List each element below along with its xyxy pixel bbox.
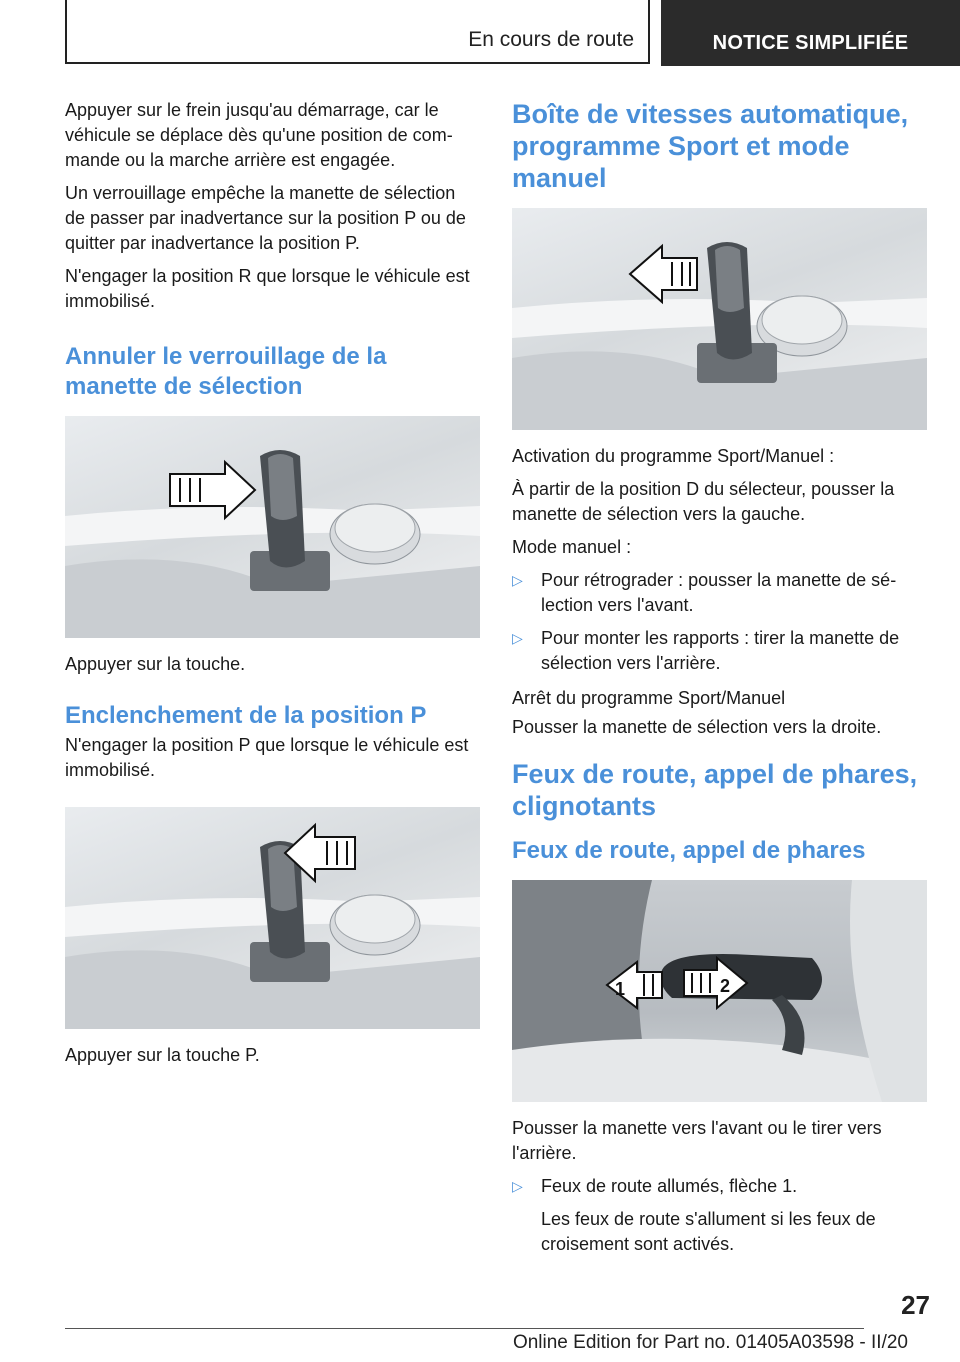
figure-caption: Pousser la manette vers l'avant ou le tirer vers l'arrière.	[512, 1118, 882, 1163]
figure-high-beam-stalk	[512, 880, 927, 1102]
figure-engage-park	[65, 807, 480, 1029]
heading-high-beam: Feux de route, appel de phares	[512, 837, 866, 864]
list-item-text: Feux de route allumés, flèche 1.	[541, 1176, 798, 1196]
heading-unlock-selector: Annuler le verrouillage de la manette de sélection	[65, 343, 387, 400]
paragraph: Un verrouillage empêche la manette de sélection de passer par inadvertance sur la position P ou de quitter par inadvertance la position P.	[65, 183, 466, 253]
right-column	[512, 98, 932, 1265]
gear-selector-illustration	[65, 416, 480, 638]
paragraph: Arrêt du programme Sport/Manuel	[512, 688, 786, 708]
triangle-bullet-icon: ▷	[512, 630, 523, 646]
heading-engage-park: Enclenchement de la position P	[65, 702, 427, 729]
gear-selector-illustration	[512, 208, 927, 430]
triangle-bullet-icon: ▷	[512, 1178, 523, 1194]
paragraph: N'engager la position P que lorsque le véhicule est immobilisé.	[65, 735, 469, 780]
figure-caption: Appuyer sur la touche.	[65, 654, 246, 674]
list-item	[512, 1174, 932, 1199]
list-item-text: Pour rétrograder : pousser la manette de sé-lection vers l'avant.	[541, 570, 897, 615]
section-title: En cours de route	[468, 28, 634, 51]
footer-divider	[65, 1328, 864, 1329]
heading-automatic-gearbox: Boîte de vitesses automatique, programme Sport et mode manuel	[512, 99, 909, 193]
gear-selector-illustration	[65, 807, 480, 1029]
paragraph: À partir de la position D du sélecteur, pousser la manette de sélection vers la gauche.	[512, 479, 895, 524]
high-beam-list	[512, 1174, 932, 1199]
arrow-label-2: 2	[720, 976, 731, 996]
list-item	[512, 568, 932, 618]
list-item-detail: Les feux de route s'allument si les feux de croisement sont activés.	[541, 1209, 876, 1254]
figure-caption: Activation du programme Sport/Manuel :	[512, 446, 835, 466]
list-item	[512, 626, 932, 676]
stalk-illustration	[512, 880, 927, 1102]
paragraph: Appuyer sur le frein jusqu'au démarrage, car le véhicule se déplace dès qu'une position de com-mande ou la marche arrière est engagée.	[65, 100, 453, 170]
arrow-label-1: 1	[615, 979, 626, 999]
figure-caption: Appuyer sur la touche P.	[65, 1045, 260, 1065]
paragraph: Pousser la manette de sélection vers la droite.	[512, 717, 882, 737]
page-footer	[0, 1290, 960, 1362]
page-header	[0, 0, 960, 70]
figure-sport-mode	[512, 208, 927, 430]
heading-high-beam-turn-signals: Feux de route, appel de phares, clignotants	[512, 759, 918, 821]
figure-unlock-selector	[65, 416, 480, 638]
edition-note: Online Edition for Part no. 01405A03598 - II/20	[512, 1332, 908, 1353]
page-number: 27	[901, 1290, 930, 1320]
left-column	[65, 98, 480, 1076]
paragraph: N'engager la position R que lorsque le véhicule est immobilisé.	[65, 266, 470, 311]
triangle-bullet-icon: ▷	[512, 572, 523, 588]
guide-title-tab	[661, 0, 960, 66]
list-item-text: Pour monter les rapports : tirer la manette de sélection vers l'arrière.	[541, 628, 900, 673]
manual-mode-list	[512, 568, 932, 676]
guide-title: NOTICE SIMPLIFIÉE	[712, 32, 909, 54]
paragraph: Mode manuel :	[512, 537, 632, 557]
section-tab	[65, 0, 650, 64]
